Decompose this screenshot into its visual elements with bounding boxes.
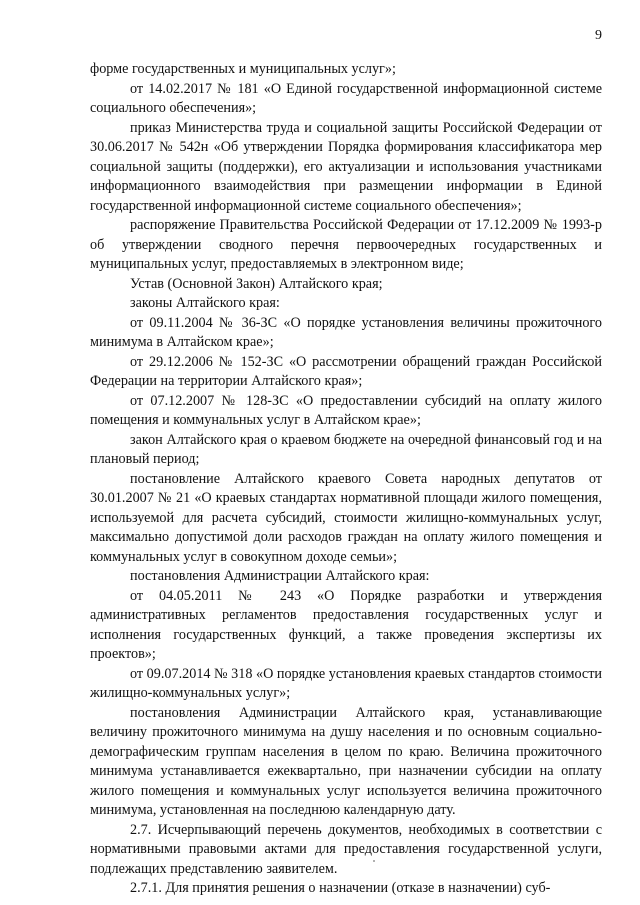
- paragraph: от 29.12.2006 № 152-ЗС «О рассмотрении обращений граждан Российской Федерации на территории Алтайского края»;: [90, 353, 602, 389]
- paragraph: постановление Алтайского краевого Совета народных депутатов от 30.01.2007 № 21 «О краевых стандартах нормативной площади жилого помещения, используемой для расчета субсидий, стоимости жилищно-коммунальных услуг, максимально допустимой доли расходов граждан на оплату жилого помещения и коммунальных услуг в совокупном доходе семьи»;: [90, 470, 602, 565]
- paragraph: от 14.02.2017 № 181 «О Единой государственной информационной системе социального обеспечения»;: [90, 80, 602, 116]
- paragraph: постановления Администрации Алтайского края, устанавливающие величину прожиточного минимума на душу населения и по основным социально-демографическим группам населения в целом по краю. Величина прожиточного минимума устанавливается ежеквартально, при назначении субсидии на оплату жилого помещения и коммунальных услуг используется величина прожиточного минимума, установленная на последнюю календарную дату.: [90, 704, 602, 818]
- document-body: [90, 60, 602, 899]
- paragraph: от 09.07.2014 № 318 «О порядке установления краевых стандартов стоимости жилищно-коммунальных услуг»;: [90, 665, 602, 701]
- paragraph: от 09.11.2004 № 36-ЗС «О порядке установления величины прожиточного минимума в Алтайском крае»;: [90, 314, 602, 350]
- scan-speck: [373, 860, 375, 862]
- paragraph: распоряжение Правительства Российской Федерации от 17.12.2009 № 1993-р об утверждении сводного перечня первоочередных государственных и муниципальных услуг, предоставляемых в электронном виде;: [90, 217, 602, 272]
- paragraph: приказ Министерства труда и социальной защиты Российской Федерации от 30.06.2017 № 542н «Об утверждении Порядка формирования классификатора мер социальной защиты (поддержки), его актуализации и использования участниками информационного взаимодействия при размещении информации в Единой государственной информационной системе социального обеспечения»;: [90, 119, 602, 214]
- paragraph: закон Алтайского края о краевом бюджете на очередной финансовый год и на плановый период;: [90, 431, 602, 467]
- paragraph: 2.7. Исчерпывающий перечень документов, необходимых в соответствии с нормативными правовыми актами для предоставления государственной услуги, подлежащих представлению заявителем.: [90, 821, 602, 877]
- paragraph: от 04.05.2011 № 243 «О Порядке разработки и утверждения административных регламентов предоставления государственных услуг и исполнения государственных функций, а также проведения экспертизы их проектов»;: [90, 587, 602, 662]
- paragraph: форме государственных и муниципальных услуг»;: [90, 61, 396, 77]
- page-number: 9: [595, 28, 602, 43]
- paragraph: Устав (Основной Закон) Алтайского края;: [130, 275, 383, 292]
- paragraph: 2.7.1. Для принятия решения о назначении (отказе в назначении) суб-: [130, 880, 551, 896]
- paragraph: законы Алтайского края:: [130, 295, 280, 311]
- paragraph: от 07.12.2007 № 128-ЗС «О предоставлении субсидий на оплату жилого помещения и коммунальных услуг в Алтайском крае»;: [90, 392, 602, 428]
- paragraph: постановления Администрации Алтайского края:: [130, 568, 430, 584]
